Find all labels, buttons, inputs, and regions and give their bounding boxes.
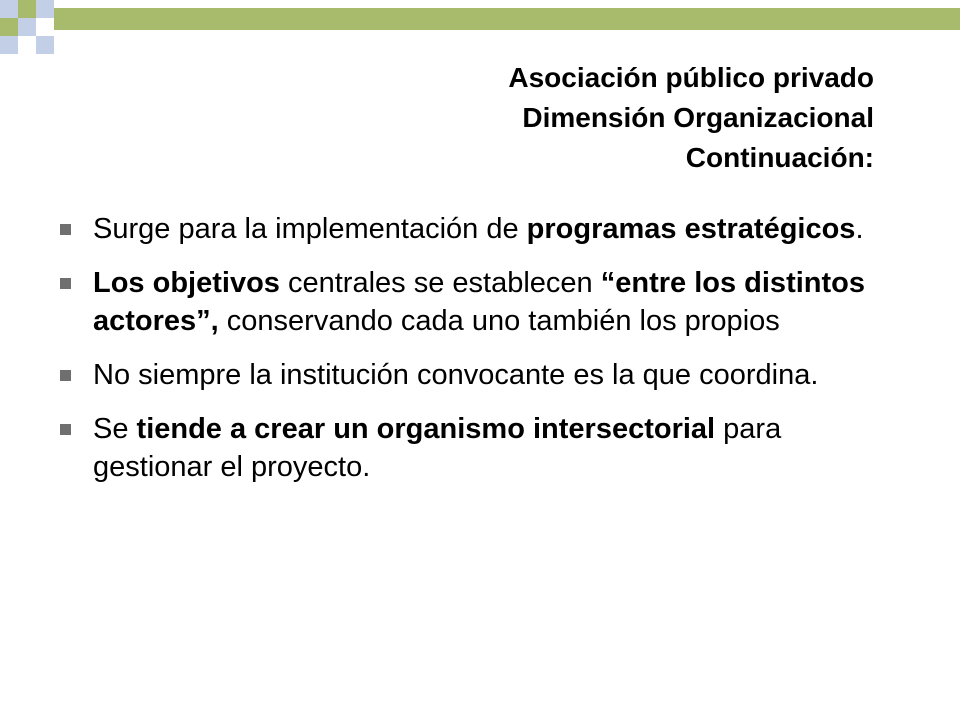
- text-run: .: [855, 213, 864, 245]
- square-bullet-icon: [60, 278, 71, 289]
- bullet-item: [60, 210, 900, 248]
- text-run: No siempre la institución convocante es la que coordina.: [93, 359, 819, 391]
- square-bullet-icon: [60, 424, 71, 435]
- text-run: Se: [93, 413, 137, 445]
- bullet-text-4: [93, 413, 781, 483]
- text-run-bold: Los objetivos: [93, 267, 280, 299]
- text-run: Surge para la implementación de: [93, 213, 527, 245]
- header-band: [54, 8, 960, 30]
- bullet-list: [60, 210, 900, 502]
- square-bullet-icon: [60, 224, 71, 235]
- text-run-bold: programas estratégicos: [526, 213, 856, 245]
- text-run-bold: “entre los distintos actores”,: [93, 267, 865, 337]
- bullet-item: [60, 410, 900, 486]
- text-run: conservando cada uno también los propios: [218, 305, 780, 337]
- text-run-bold: tiende a crear un organismo intersectorial: [136, 413, 716, 445]
- slide-title: [508, 58, 874, 178]
- bullet-text-2: [93, 267, 865, 337]
- bullet-item: [60, 356, 900, 394]
- text-run: centrales se establecen: [279, 267, 601, 299]
- bullet-item: [60, 264, 900, 340]
- square-bullet-icon: [60, 370, 71, 381]
- bullet-text-3: [93, 359, 818, 391]
- title-line-1: Asociación público privado: [508, 62, 874, 93]
- text-run: para gestionar el proyecto.: [93, 413, 782, 483]
- title-line-2: Dimensión Organizacional: [522, 102, 874, 133]
- title-line-3: Continuación:: [685, 142, 874, 173]
- corner-decoration: [0, 0, 960, 60]
- bullet-text-1: [93, 213, 864, 245]
